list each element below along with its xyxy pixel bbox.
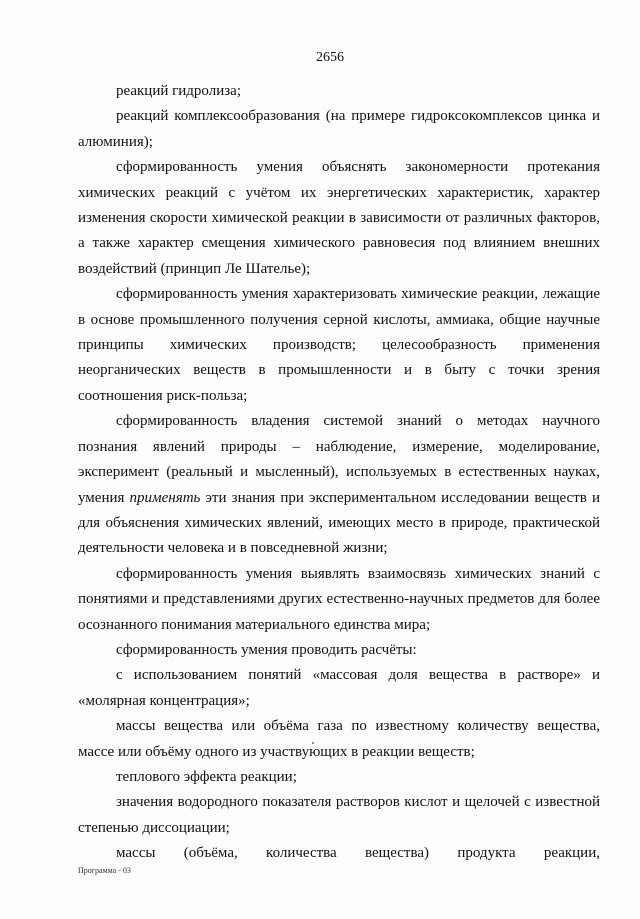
- paragraph-product-mass: массы (объёма, количества вещества) продукта реакции,: [116, 845, 600, 862]
- paragraph-scientific-methods-end: эти знания при экспериментальном исследовании веществ и для объяснения химических явлений, имеющих место в природе, практической деятельности человека и в повседневной жизни;: [78, 489, 601, 557]
- paragraph-scientific-methods-start: сформированность владения системой знаний о методах научного познания явлений природы – наблюдение, измерение, моделирование, эксперимент (реальный и мысленный), используемых в естественных науках, умения: [78, 413, 600, 506]
- paragraph-calculations-intro: сформированность умения проводить расчёты:: [116, 641, 417, 658]
- paragraph-heat-effect: теплового эффекта реакции;: [116, 768, 297, 785]
- page-footer: Программа - 03: [78, 866, 131, 875]
- paragraph-mass-fraction: с использованием понятий «массовая доля вещества в растворе» и «молярная концентрация»;: [78, 667, 600, 709]
- page-body: [78, 79, 600, 867]
- paragraph-interdisciplinary: сформированность умения выявлять взаимосвязь химических знаний с понятиями и представлениями других естественно-научных предметов для более осознанного понимания материального единства мира;: [78, 565, 600, 633]
- paragraph-ph-value: значения водородного показателя растворов кислот и щелочей с известной степенью диссоциации;: [78, 794, 600, 836]
- paragraph-hydrolysis: реакций гидролиза;: [116, 83, 241, 99]
- paragraph-substance-mass: массы вещества или объёма газа по известному количеству вещества, массе или объёму одного из участвующих в реакции веществ;: [78, 718, 600, 760]
- paragraph-complex-formation: реакций комплексообразования (на примере гидроксокомплексов цинка и алюминия);: [78, 108, 600, 150]
- page-number: 2656: [316, 50, 344, 65]
- scan-speck: [312, 742, 314, 744]
- paragraph-industrial-reactions: сформированность умения характеризовать химические реакции, лежащие в основе промышленного получения серной кислоты, аммиака, общие научные принципы химических производств; целесообразность применения неорганических веществ в промышленности и в быту с точки зрения соотношения риск-польза;: [78, 286, 600, 404]
- paragraph-reaction-laws: сформированность умения объяснять закономерности протекания химических реакций с учётом их энергетических характеристик, характер изменения скорости химической реакции в зависимости от различных факторов, а также характер смещения химического равновесия под влиянием внешних воздействий (принцип Ле Шателье);: [78, 159, 600, 277]
- emphasis-apply: применять: [129, 489, 201, 506]
- paragraph-scientific-methods: [78, 409, 600, 561]
